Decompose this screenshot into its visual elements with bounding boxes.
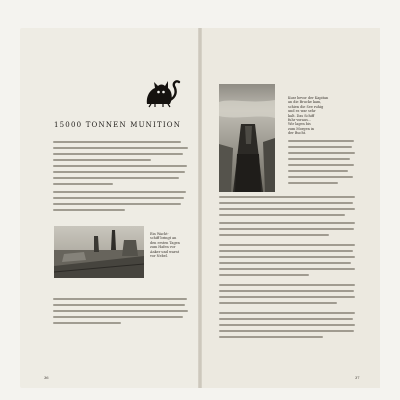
caption-line: und es war sehr (288, 109, 316, 114)
caption-line: Ein Wacht- (150, 232, 169, 236)
caption-line: Anker und warnt (150, 249, 180, 254)
caption-line: Kurz bevor der Kapitan (288, 96, 329, 100)
caption-line: an die Brucke kam, (288, 100, 322, 105)
caption-line: den ersten Tagen (150, 240, 180, 245)
ship-bow-photo (219, 84, 275, 192)
right-photo-caption (288, 96, 350, 136)
black-cat-illustration (143, 74, 183, 108)
chapter-title: 15000 TONNEN MUNITION (54, 121, 182, 129)
caption-line: der Bucht. (288, 131, 307, 136)
caption-line: Wir lagen bis (288, 122, 311, 127)
caption-line: schien die See ruhig (288, 104, 324, 109)
caption-line: kalt. Das Schiff (288, 113, 315, 118)
caption-line: schiff bringt an (150, 236, 177, 241)
caption-line: vor Nebel. (150, 254, 168, 259)
left-photo-caption (150, 232, 188, 258)
caption-line: zum Morgen in (288, 126, 315, 131)
caption-line: zum Hafen vor (150, 245, 176, 250)
caption-line: fuhr voraus... (288, 118, 312, 123)
book-gutter (198, 28, 202, 388)
ship-deck-photo (54, 226, 144, 278)
page-number-right: 37 (355, 376, 360, 380)
page-number-left: 36 (44, 376, 49, 380)
